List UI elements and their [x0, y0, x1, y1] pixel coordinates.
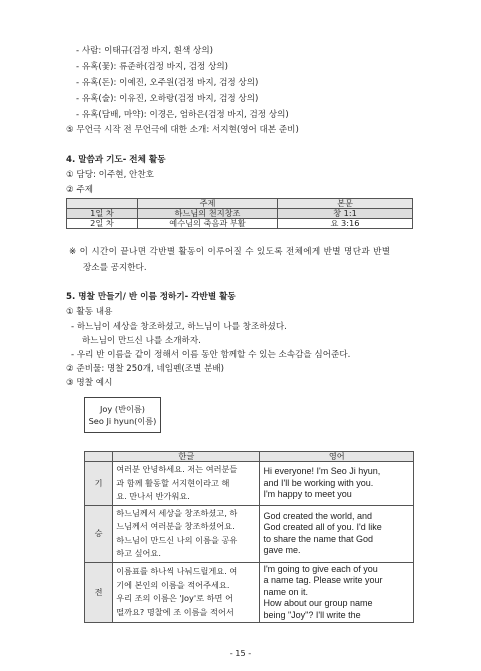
- cast-line-drugs: - 유혹(담배, 마약): 이경은, 엄하은(검정 바지, 검정 상의): [76, 110, 289, 120]
- table-header-cell: 한글: [113, 452, 260, 462]
- cast-line-alcohol: - 유혹(술): 이유진, 오하랑(검정 바지, 검정 상의): [76, 94, 259, 104]
- table-header-cell: 영어: [260, 452, 414, 462]
- korean-cell: [113, 562, 260, 623]
- cell-line: 느님께서 여러분을 창조하셨어요.: [116, 521, 235, 531]
- english-cell: [260, 462, 414, 506]
- table-cell: 하느님의 천지창조: [138, 209, 278, 219]
- table-header-cell: 주제: [138, 199, 278, 209]
- table-row: [67, 219, 413, 229]
- name-tag-example: [84, 397, 161, 433]
- cast-line-flower: - 유혹(꽃): 류준하(검정 바지, 검정 상의): [76, 62, 229, 72]
- table-header-row: [85, 452, 414, 462]
- table-header-row: [67, 199, 413, 209]
- cell-line: gave me.: [263, 545, 301, 555]
- cell-line: 하느님이 만드신 나의 이름을 공유: [116, 534, 238, 545]
- script-table: [84, 451, 414, 623]
- row-label: 승: [85, 505, 113, 562]
- table-cell: 요 3:16: [278, 219, 413, 229]
- name-tag-line1: Joy (반이름): [100, 404, 145, 414]
- section5-item1: ① 활동 내용: [66, 307, 113, 317]
- table-cell: 예수님의 죽음과 부활: [138, 219, 278, 229]
- row-label: 전: [85, 562, 113, 623]
- section4-title: 4. 말씀과 기도- 전체 활동: [66, 155, 166, 165]
- cell-line: God created the world, and: [263, 510, 373, 521]
- table-header-cell: [85, 452, 113, 462]
- cell-line: How about our group name: [263, 598, 373, 608]
- topic-table: [66, 198, 413, 229]
- section5-desc2: 하느님이 만드신 나를 소개하자.: [82, 336, 201, 346]
- cell-line: God created all of you. I'd like: [263, 522, 382, 532]
- table-row: [85, 562, 414, 623]
- cell-line: 기에 본인의 이름을 적어주세요.: [116, 579, 230, 590]
- cell-line: 과 함께 활동할 서지현이라고 해: [116, 477, 230, 488]
- table-row: [85, 462, 414, 506]
- section5-desc1: - 하느님이 세상을 창조하셨고, 하느님이 나를 창조하셨다.: [71, 322, 287, 332]
- table-row: [85, 505, 414, 562]
- cell-line: I'm happy to meet you: [263, 489, 352, 499]
- page-number: - 15 -: [229, 648, 252, 658]
- name-tag-line2: Seo Ji hyun(이름): [88, 416, 157, 426]
- cast-line-person: - 사람: 이태규(검정 바지, 흰색 상의): [76, 46, 214, 56]
- mime-intro-line: ⑤ 무언극 시작 전 무언극에 대한 소개: 서지현(영어 대본 준비): [66, 125, 299, 135]
- cell-line: name on it.: [263, 586, 308, 597]
- english-cell: [260, 505, 414, 562]
- section5-item2: ② 준비물: 명찰 250개, 네임펜(조별 분배): [66, 364, 225, 374]
- cell-line: 여러분 안녕하세요. 저는 여러분들: [116, 464, 238, 474]
- section5-title: 5. 명찰 만들기/ 반 이름 정하기- 각반별 활동: [66, 292, 236, 302]
- table-header-cell: [67, 199, 138, 209]
- table-header-cell: 본문: [278, 199, 413, 209]
- table-cell: 2일 차: [67, 219, 138, 229]
- cell-line: to share the name that God: [263, 533, 374, 544]
- korean-cell: [113, 505, 260, 562]
- table-cell: 창 1:1: [278, 209, 413, 219]
- section4-note-line2: 장소를 공지한다.: [83, 263, 147, 273]
- table-row: [67, 209, 413, 219]
- section4-note-line1: ※ 이 시간이 끝나면 각반별 활동이 이루어질 수 있도록 전체에게 반별 명단과 반별: [69, 247, 391, 257]
- section4-item2: ② 주제: [66, 185, 94, 195]
- table-cell: 1일 차: [67, 209, 138, 219]
- section5-item3: ③ 명찰 예시: [66, 378, 113, 388]
- cell-line: I'm going to give each of you: [263, 563, 378, 574]
- cell-line: and I'll be working with you.: [263, 477, 374, 488]
- cast-line-money: - 유혹(돈): 이예진, 오주원(검정 바지, 검정 상의): [76, 78, 259, 88]
- row-label: 기: [85, 462, 113, 506]
- section4-item1: ① 담당: 이주현, 안찬호: [66, 170, 154, 180]
- section5-desc3: - 우리 반 이름을 같이 정해서 이름 동안 함께할 수 있는 소속감을 심어준다.: [71, 350, 351, 360]
- cell-line: a name tag. Please write your: [263, 575, 383, 585]
- cell-line: 우리 조의 이름은 'Joy'로 하면 어: [116, 593, 233, 604]
- cell-line: 요. 만나서 반가워요.: [116, 491, 190, 501]
- cell-line: 하고 싶어요.: [116, 548, 161, 558]
- cell-line: Hi everyone! I'm Seo Ji hyun,: [263, 466, 381, 476]
- cell-line: 하느님께서 세상을 창조하셨고, 하: [116, 507, 238, 518]
- cell-line: 떨까요? 명찰에 조 이름을 적어서: [116, 606, 234, 617]
- cell-line: 이름표를 하나씩 나눠드릴게요. 여: [116, 566, 238, 577]
- cell-line: being "Joy"? I'll write the: [263, 609, 361, 620]
- korean-cell: [113, 462, 260, 506]
- english-cell: [260, 562, 414, 623]
